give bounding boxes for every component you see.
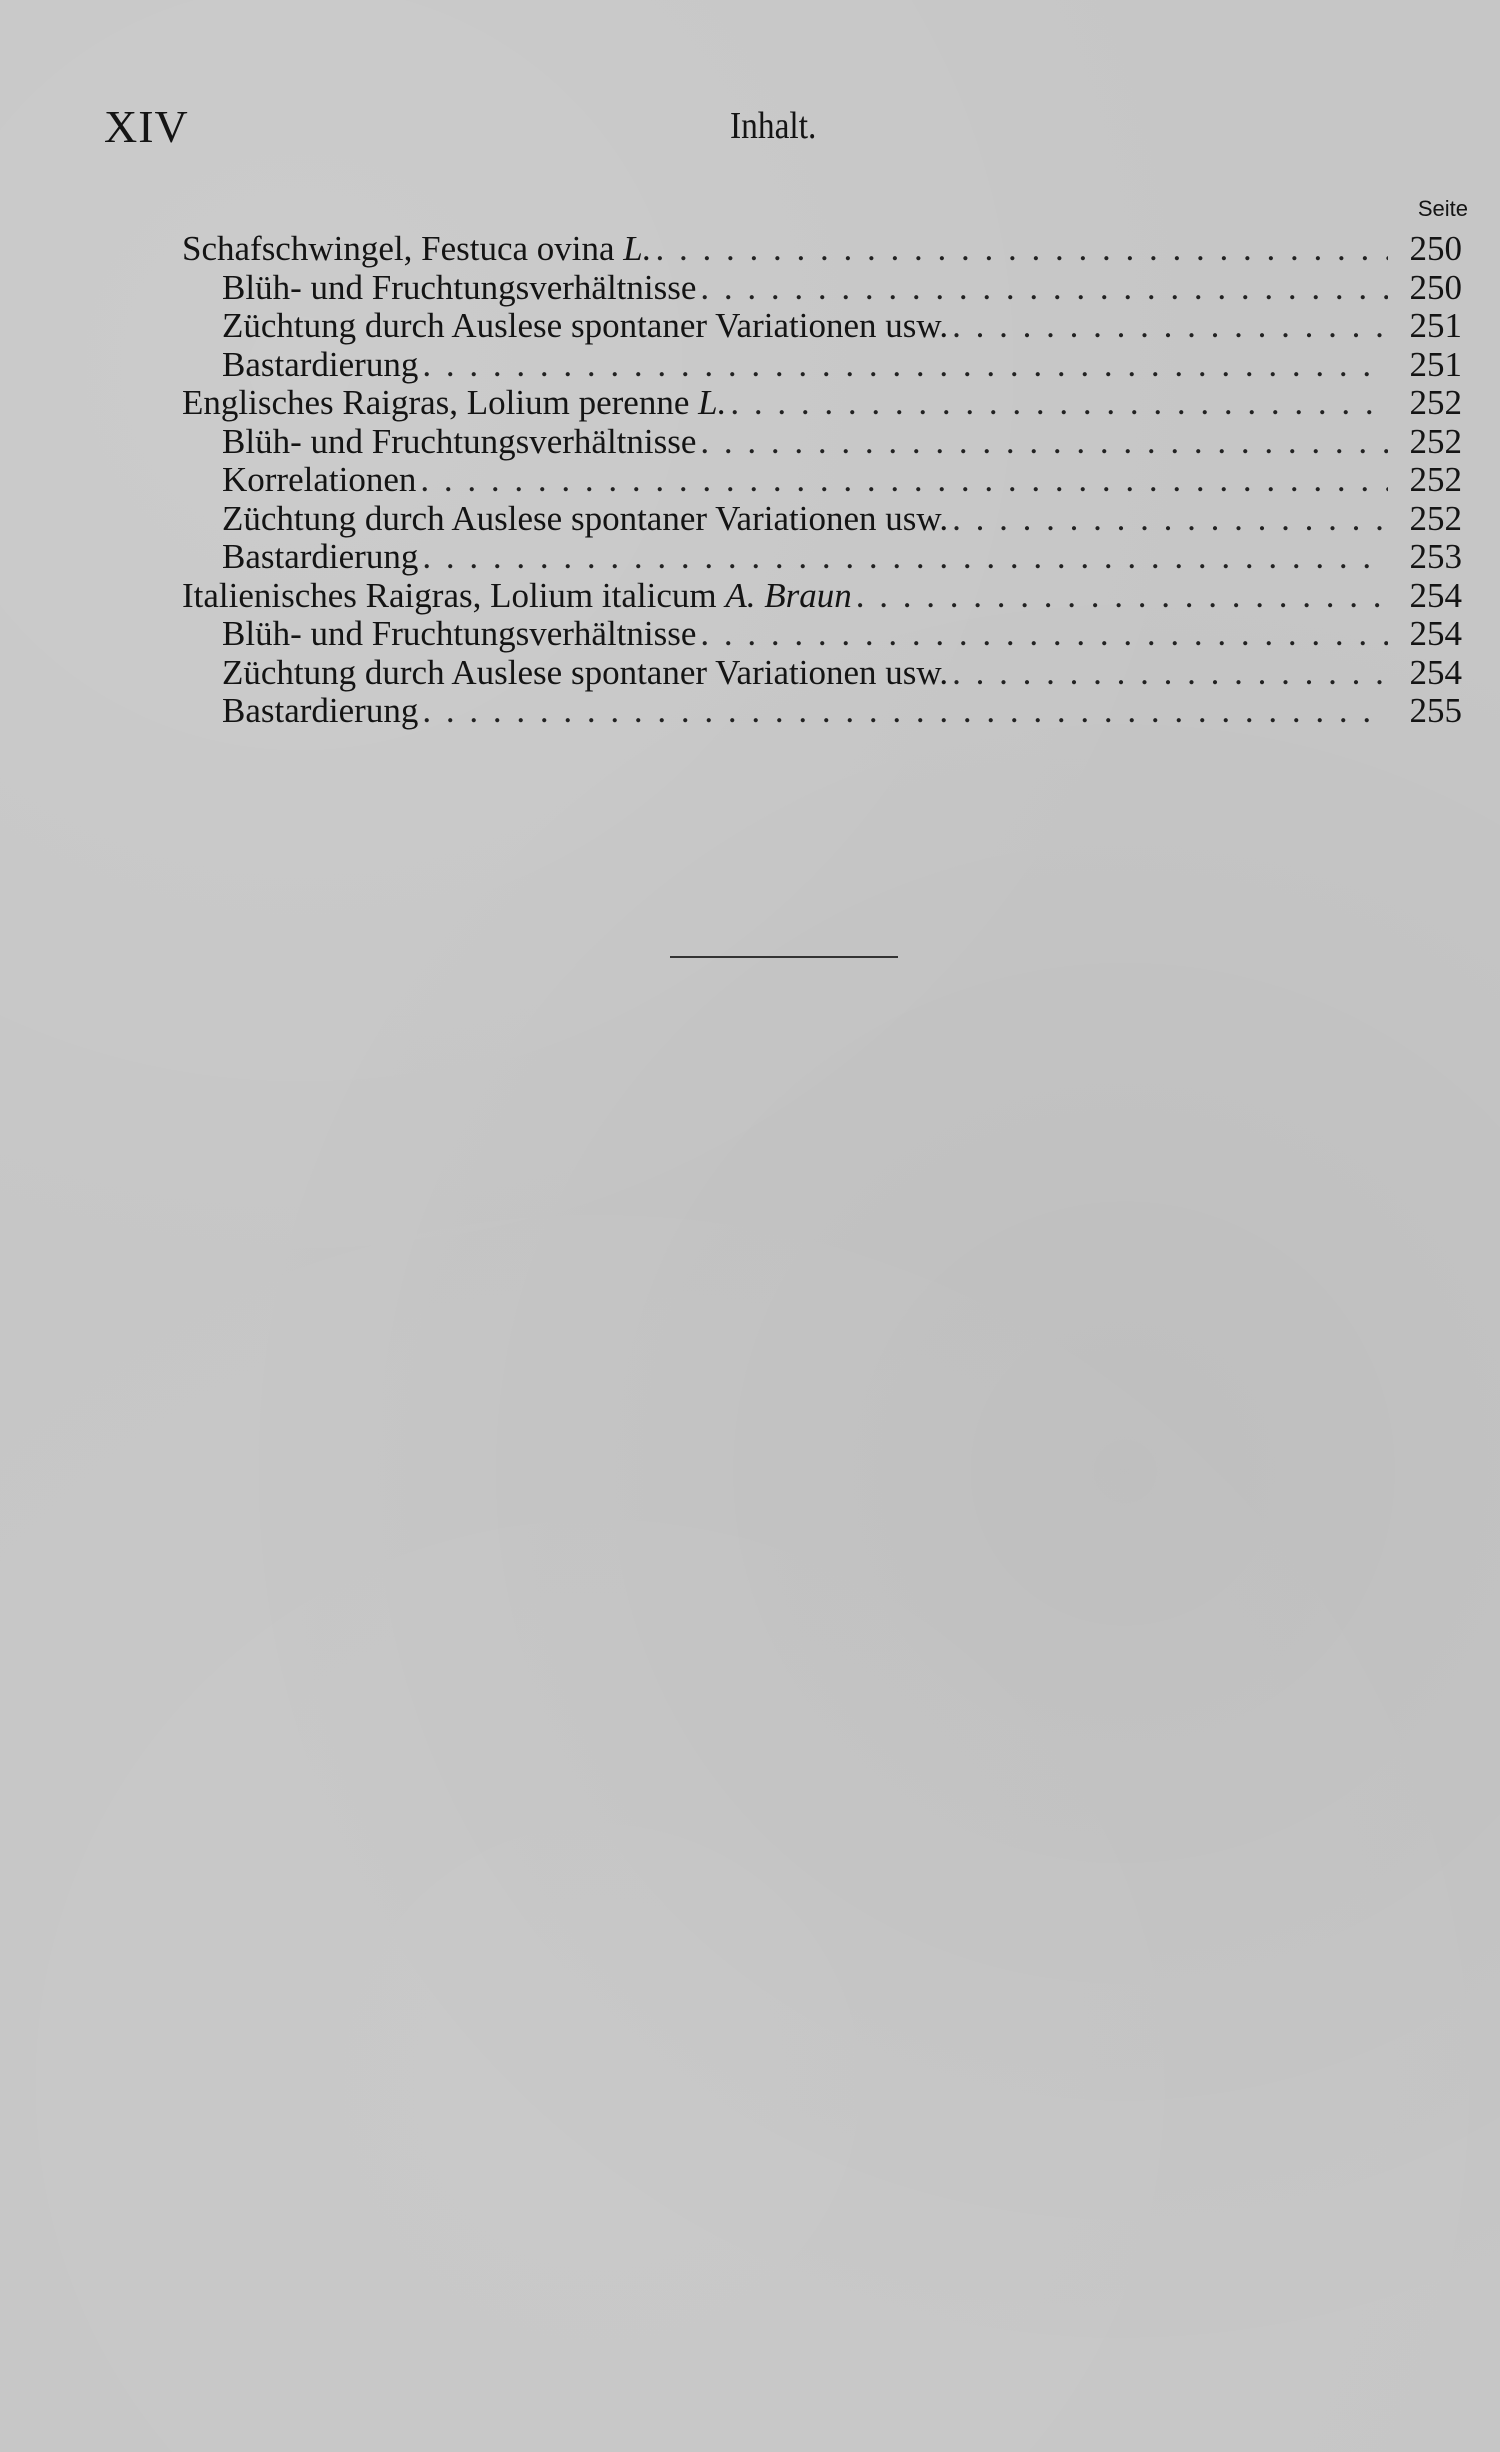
toc-entry-sub [182,423,1462,462]
toc-entry-text: Bastardierung [222,537,419,576]
dot-leader [730,384,1388,423]
toc-entry-text: Züchtung durch Auslese spontaner Variationen usw. [222,306,949,345]
toc-entry-text: Züchtung durch Auslese spontaner Variationen usw. [222,652,949,692]
toc-entry-text: Züchtung durch Auslese spontaner Variationen usw. [222,498,949,538]
toc-entry-label [222,346,422,385]
toc-entry-page: 251 [1409,306,1462,345]
toc-entry-text: Schafschwingel, Festuca ovina [182,229,624,268]
toc-entry-text: Korrelationen [222,460,417,499]
toc-entry-label [182,384,730,423]
toc-entry-page: 254 [1409,652,1462,692]
toc-entry-text: Blüh- und Fruchtungsverhältnisse [222,267,697,307]
toc-entry-page: 253 [1409,537,1462,576]
page-header [104,100,1436,160]
toc-entry-label [222,461,420,500]
toc-entry-page: 254 [1409,614,1462,653]
toc-entry-label [222,423,700,462]
toc-entry-label [222,538,422,577]
table-of-contents [182,230,1462,731]
page-number: XIV [104,101,189,152]
dot-leader [422,346,1388,385]
toc-entry-label [182,577,856,616]
toc-entry-text: Blüh- und Fruchtungsverhältnisse [222,421,697,461]
toc-entry-sub [182,654,1462,693]
toc-entry-sub [182,538,1462,577]
toc-entry-label [222,615,700,654]
toc-entry-sub [182,615,1462,654]
toc-entry-text: Bastardierung [222,344,419,384]
toc-entry-text: Blüh- und Fruchtungsverhältnisse [222,614,697,653]
section-end-rule [670,956,898,958]
dot-leader [700,269,1388,308]
dot-leader [952,654,1388,693]
dot-leader [856,577,1388,616]
toc-entry-page: 250 [1409,229,1462,268]
toc-entry-sub [182,346,1462,385]
toc-entry-label [222,269,700,308]
toc-entry-main [182,577,1462,616]
toc-entry-page: 252 [1409,498,1462,538]
toc-entry-page: 251 [1409,344,1462,384]
toc-entry-main [182,230,1462,269]
toc-entry-sub [182,269,1462,308]
running-title: Inhalt. [730,105,817,147]
toc-entry-label [222,307,952,346]
toc-entry-label [182,230,656,269]
toc-entry-page: 250 [1409,267,1462,307]
toc-entry-page: 252 [1409,460,1462,499]
dot-leader [420,461,1388,500]
dot-leader [700,423,1388,462]
toc-entry-page: 254 [1409,575,1462,615]
toc-entry-text: Bastardierung [222,691,419,730]
toc-entry-sub [182,307,1462,346]
dot-leader [952,500,1388,539]
toc-entry-author: A. Braun [725,575,852,615]
dot-leader [422,692,1388,731]
dot-leader [952,307,1388,346]
toc-entry-author: L. [623,229,652,268]
toc-entry-page: 255 [1409,691,1462,730]
toc-entry-text: Italienisches Raigras, Lolium italicum [182,575,726,615]
toc-entry-label [222,692,422,731]
toc-entry-main [182,384,1462,423]
dot-leader [656,230,1389,269]
page-column-heading: Seite [1417,196,1468,221]
toc-entry-author: L. [698,383,727,422]
toc-entry-page: 252 [1409,421,1462,461]
toc-entry-sub [182,500,1462,539]
dot-leader [422,538,1388,577]
toc-entry-sub [182,692,1462,731]
toc-entry-sub [182,461,1462,500]
toc-entry-page: 252 [1409,383,1462,422]
toc-entry-label [222,654,952,693]
toc-entry-label [222,500,952,539]
dot-leader [700,615,1388,654]
toc-entry-text: Englisches Raigras, Lolium perenne [182,383,699,422]
